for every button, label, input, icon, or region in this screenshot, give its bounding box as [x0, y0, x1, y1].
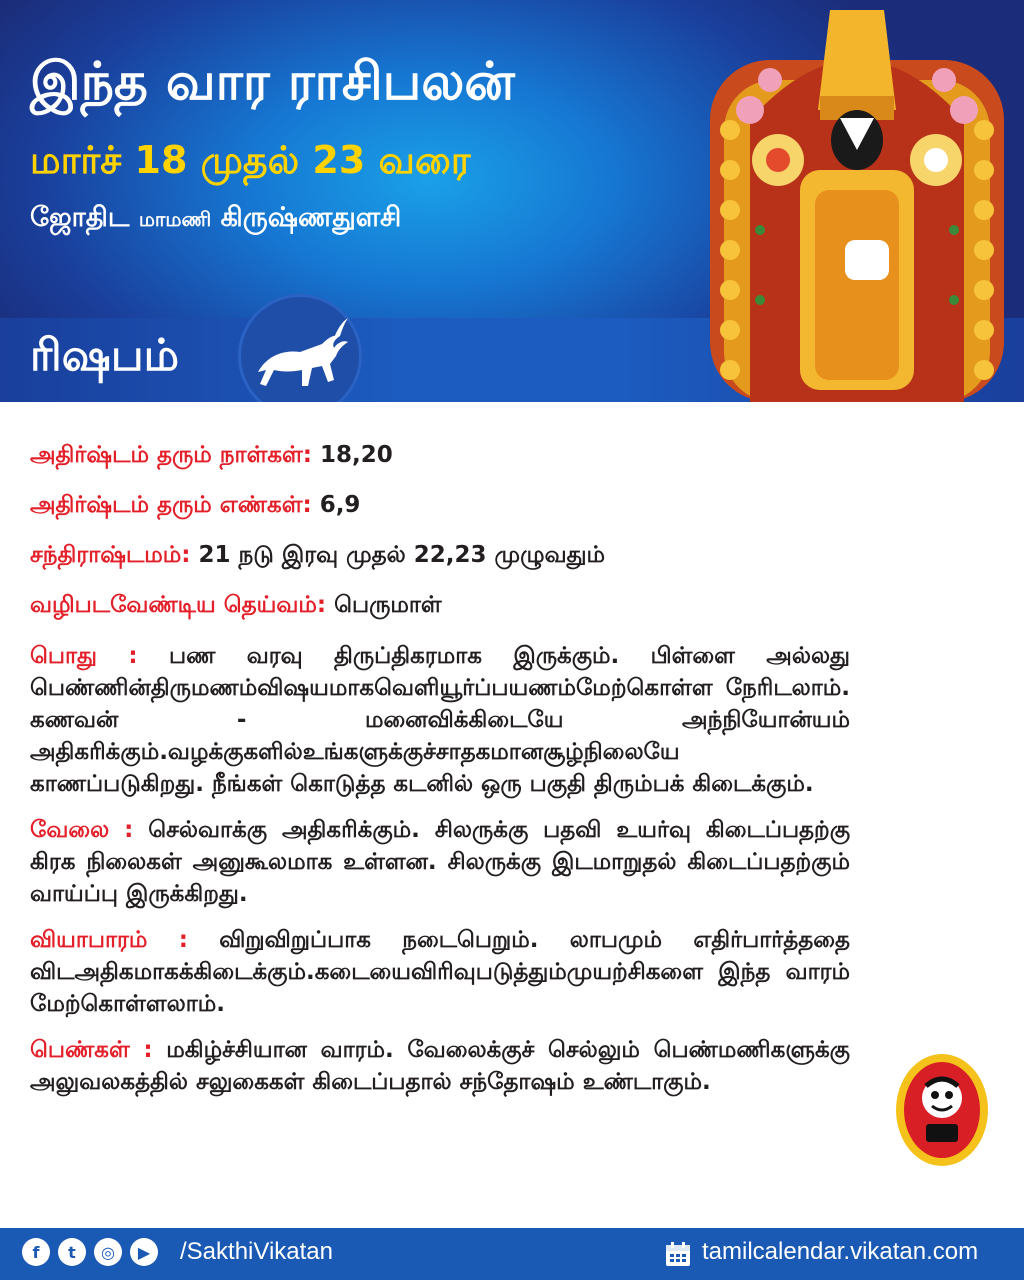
- chandrashtamam-label: சந்திராஷ்டமம்:: [30, 542, 191, 568]
- facebook-icon[interactable]: f: [22, 1238, 50, 1266]
- section-business-label: வியாபாரம் :: [30, 927, 188, 953]
- bull-icon: [238, 294, 362, 402]
- lucky-numbers-value: 6,9: [319, 492, 361, 518]
- lucky-numbers-row: [30, 490, 850, 520]
- section-women-label: பெண்கள் :: [30, 1037, 153, 1063]
- footer-bar: [0, 1228, 1024, 1280]
- content-area: [30, 440, 850, 1110]
- section-general: [30, 640, 850, 800]
- website-link[interactable]: tamilcalendar.vikatan.com: [702, 1238, 979, 1265]
- social-icons: [22, 1238, 158, 1270]
- vikatan-logo: [892, 1050, 992, 1170]
- lucky-numbers-label: அதிர்ஷ்டம் தரும் எண்கள்:: [30, 492, 312, 518]
- author-prefix: ஜோதிட: [30, 202, 130, 233]
- section-general-label: பொது :: [30, 643, 138, 669]
- lucky-days-label: அதிர்ஷ்டம் தரும் நாள்கள்:: [30, 442, 312, 468]
- calendar-icon: [664, 1240, 692, 1268]
- deity-image: [690, 0, 1024, 402]
- section-work-label: வேலை :: [30, 817, 134, 843]
- section-business-text: விறுவிறுப்பாக நடைபெறும். லாபமும் எதிர்பார்த்ததை விடஅதிகமாகக்கிடைக்கும்.கடையைவிரிவுபடுத்தும்முயற்சிகளை இந்த வாரம் மேற்கொள்ளலாம்.: [30, 927, 850, 1017]
- social-handle[interactable]: /SakthiVikatan: [180, 1238, 333, 1265]
- author-name: கிருஷ்ணதுளசி: [220, 202, 402, 233]
- chandrashtamam-row: [30, 540, 850, 570]
- lucky-days-value: 18,20: [320, 442, 393, 468]
- author-line: [30, 202, 401, 237]
- chandrashtamam-value: 21 நடு இரவு முதல் 22,23 முழுவதும்: [198, 542, 606, 568]
- deity-value: பெருமாள்: [334, 592, 442, 618]
- section-business: [30, 924, 850, 1020]
- page-title: இந்த வார ராசிபலன்: [30, 52, 515, 112]
- instagram-icon[interactable]: ◎: [94, 1238, 122, 1266]
- deity-label: வழிபடவேண்டிய தெய்வம்:: [30, 592, 327, 618]
- header-banner: [0, 0, 1024, 402]
- section-work: [30, 814, 850, 910]
- deity-row: [30, 590, 850, 620]
- section-general-text: பண வரவு திருப்திகரமாக இருக்கும். பிள்ளை அல்லது பெண்ணின்திருமணம்விஷயமாகவெளியூர்ப்பயணம்மேற்கொள்ள நேரிடலாம். கணவன் - மனைவிக்கிடையே அந்நியோன்யம் அதிகரிக்கும்.வழக்குகளில்உங்களுக்குச்சாதகமானசூழ்நிலையே காணப்படுகிறது. நீங்கள் கொடுத்த கடனில் ஒரு பகுதி திரும்பக் கிடைக்கும்.: [30, 643, 850, 797]
- section-women: [30, 1034, 850, 1098]
- section-work-text: செல்வாக்கு அதிகரிக்கும். சிலருக்கு பதவி உயர்வு கிடைப்பதற்கு கிரக நிலைகள் அனுகூலமாக உள்ளன. சிலருக்கு இடமாறுதல் கிடைப்பதற்கும் வாய்ப்பு இருக்கிறது.: [30, 817, 850, 907]
- date-range: மார்ச் 18 முதல் 23 வரை: [30, 138, 471, 182]
- author-title: மாமணி: [138, 207, 212, 231]
- twitter-icon[interactable]: t: [58, 1238, 86, 1266]
- youtube-icon[interactable]: ▶: [130, 1238, 158, 1266]
- lucky-days-row: [30, 440, 850, 470]
- section-women-text: மகிழ்ச்சியான வாரம். வேலைக்குச் செல்லும் பெண்மணிகளுக்கு அலுவலகத்தில் சலுகைகள் கிடைப்பதால் சந்தோஷம் உண்டாகும்.: [30, 1037, 850, 1095]
- sign-name: ரிஷபம்: [30, 330, 180, 381]
